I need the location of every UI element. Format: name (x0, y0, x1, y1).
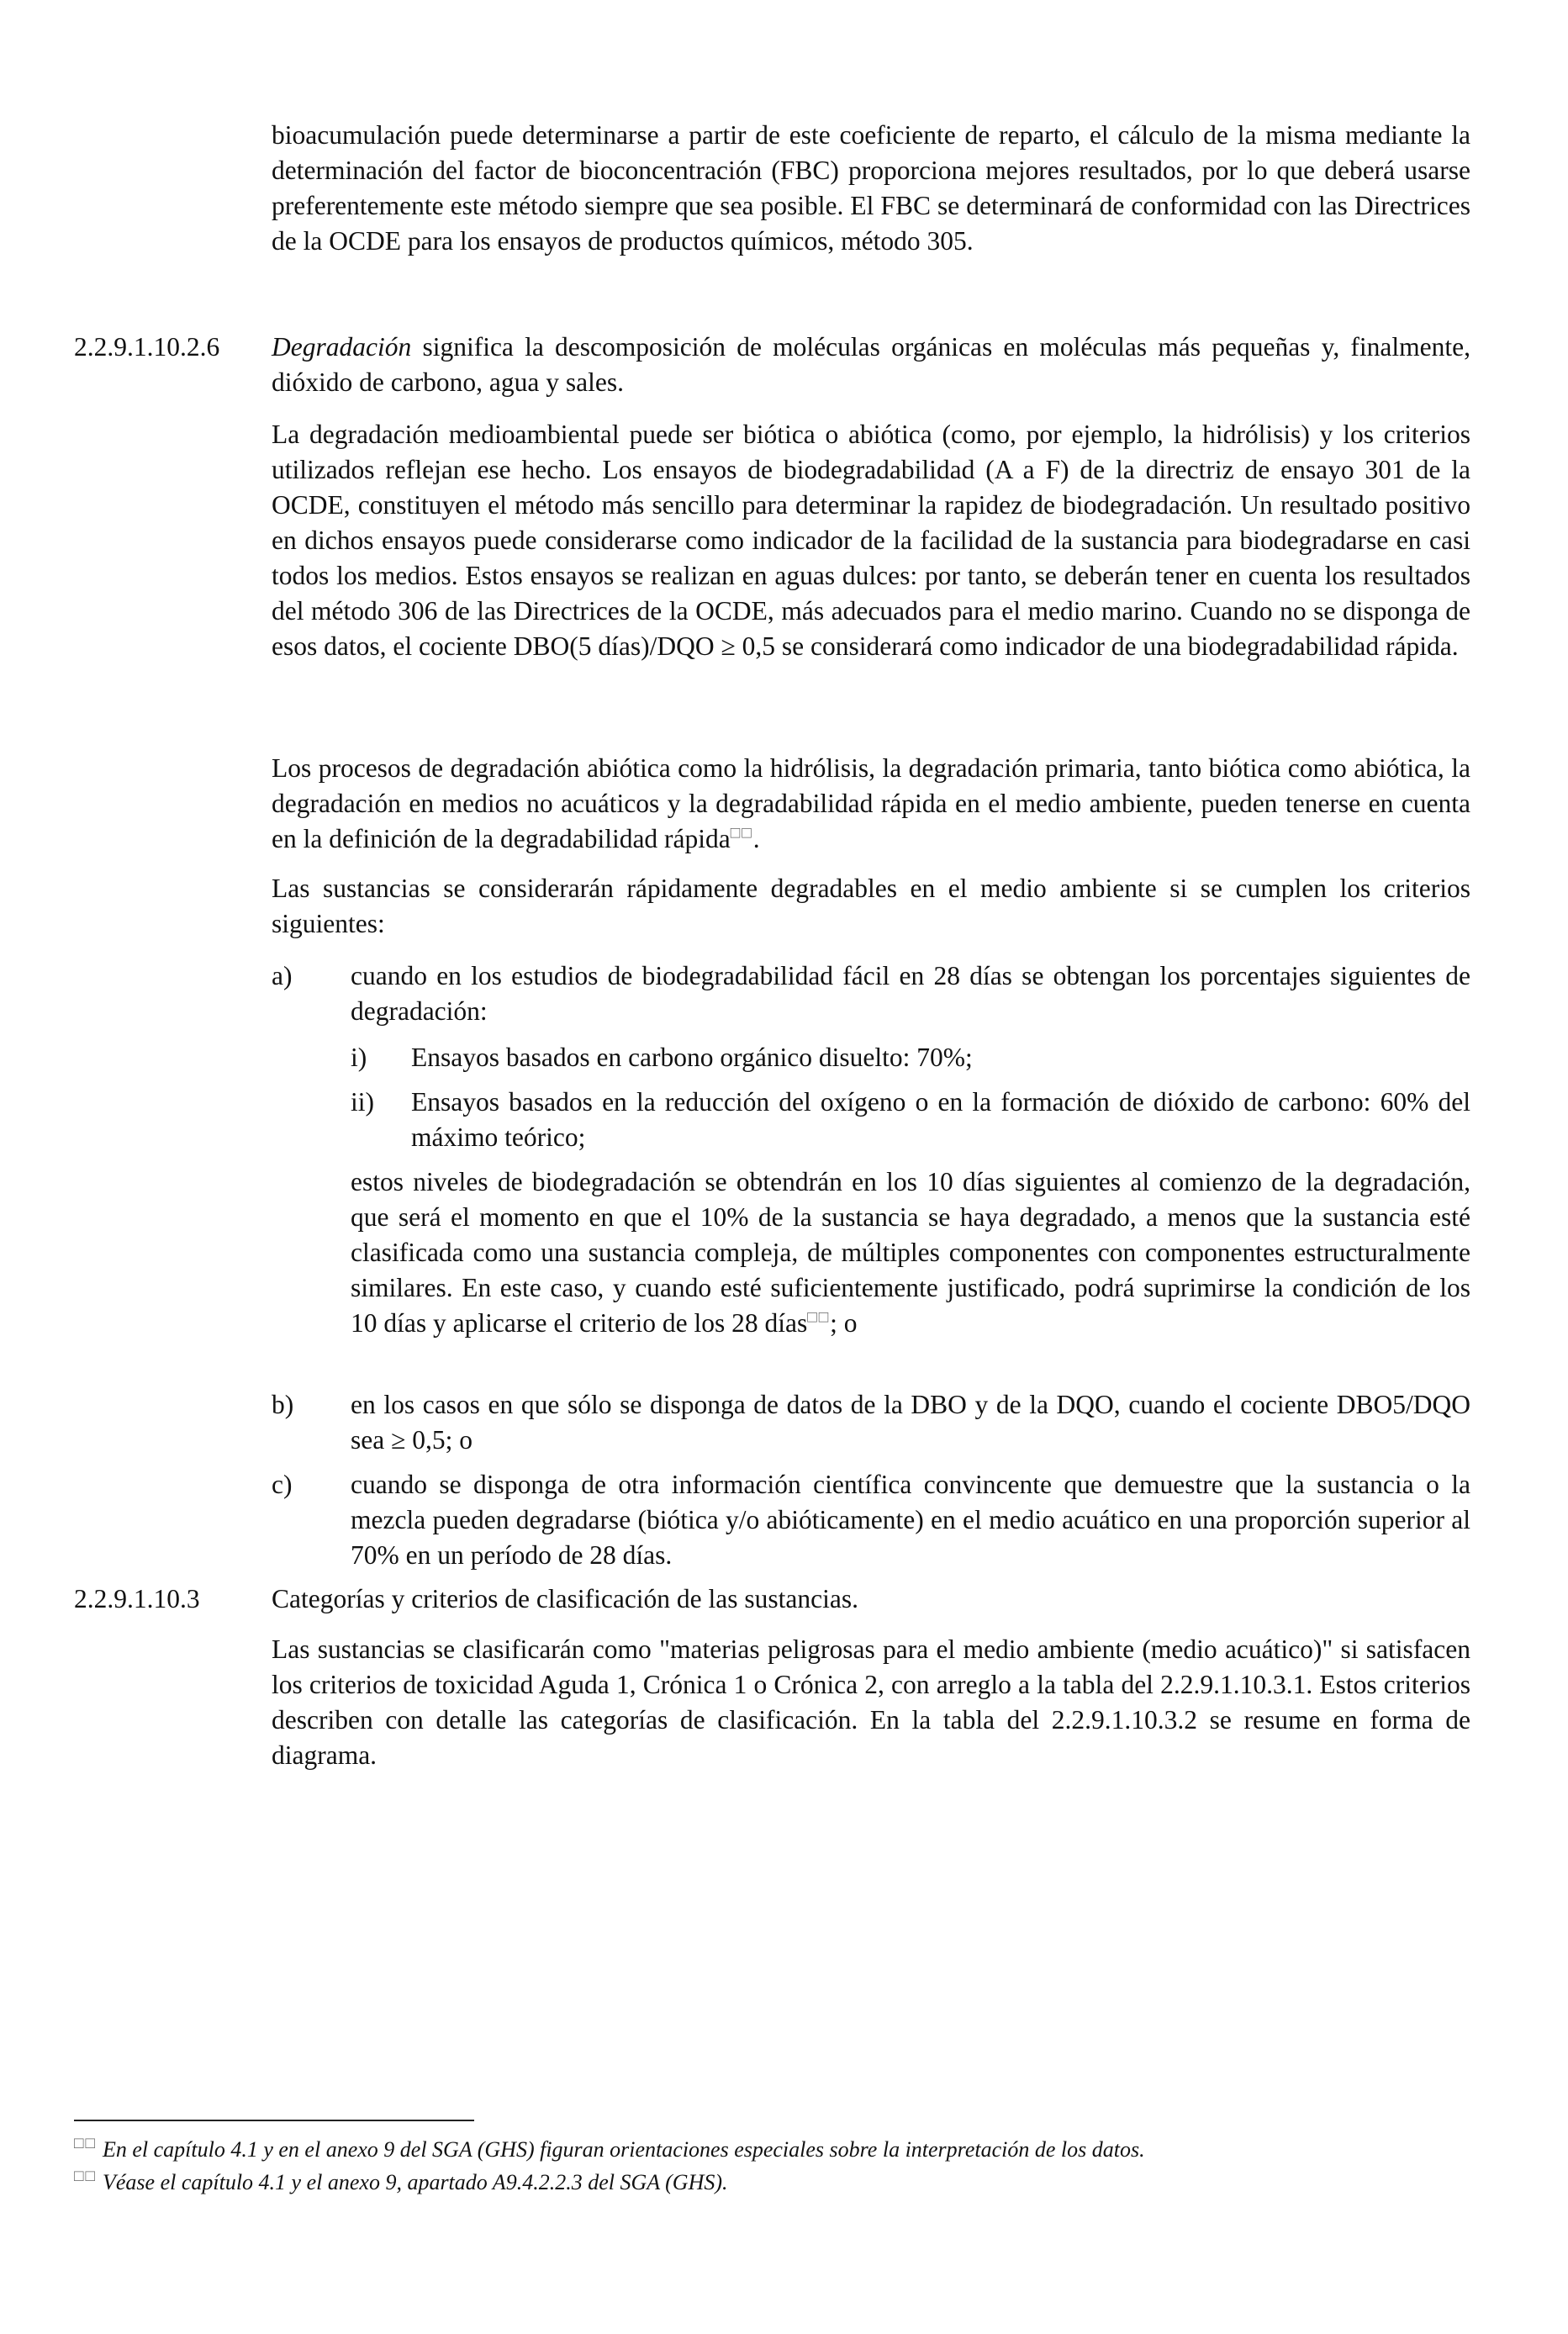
footnote-1: □□ En el capítulo 4.1 y en el anexo 9 del SGA (GHS) figuran orientaciones especiales sobre la interpretación de los datos. (74, 2135, 1145, 2162)
list-item-i: Ensayos basados en carbono orgánico disuelto: 70%; (411, 1043, 973, 1072)
list-item-a-continuation (351, 1164, 1470, 1341)
list-item-b: en los casos en que sólo se disponga de datos de la DBO y de la DQO, cuando el cociente DBO5/DQO sea ≥ 0,5; o (351, 1390, 1470, 1455)
degradation-definition (272, 330, 1470, 400)
list-label-ii: ii) (351, 1087, 374, 1117)
list-item-a: cuando en los estudios de biodegradabilidad fácil en 28 días se obtengan los porcentajes siguientes de degradación: (351, 961, 1470, 1026)
section-number-2-2-9-1-10-3: 2.2.9.1.10.3 (74, 1584, 200, 1613)
list-label-c: c) (272, 1470, 293, 1499)
list-item-a-continuation-end: ; o (830, 1308, 858, 1338)
section-number-2-2-9-1-10-2-6: 2.2.9.1.10.2.6 (74, 332, 220, 362)
degradation-term: Degradación (272, 332, 412, 362)
list-label-a: a) (272, 961, 293, 990)
list-item-c: cuando se disponga de otra información científica convincente que demuestre que la sustancia o la mezcla pueden degradarse (biótica y/o abióticamente) en el medio acuático en una proporción superior al 70% en un período de 28 días. (351, 1470, 1470, 1570)
list-item-ii: Ensayos basados en la reducción del oxígeno o en la formación de dióxido de carbono: 60% del máximo teórico; (411, 1087, 1470, 1152)
degradation-paragraph-3: Las sustancias se considerarán rápidamente degradables en el medio ambiente si se cumplen los criterios siguientes: (272, 874, 1470, 938)
classification-paragraph: Las sustancias se clasificarán como "materias peligrosas para el medio ambiente (medio acuático)" si satisfacen los criterios de toxicidad Aguda 1, Crónica 1 o Crónica 2, con arreglo a la tabla del 2.2.9.1.10.3.1. Estos criterios describen con detalle las categorías de clasificación. En la tabla del 2.2.9.1.10.3.2 se resume en forma de diagrama. (272, 1634, 1470, 1770)
footnote-1-text: En el capítulo 4.1 y en el anexo 9 del SGA (GHS) figuran orientaciones especiales sobre la interpretación de los datos. (103, 2137, 1145, 2162)
footnote-2-text: Véase el capítulo 4.1 y el anexo 9, apartado A9.4.2.2.3 del SGA (GHS). (103, 2170, 728, 2194)
footnote-ref-2: □□ (807, 1308, 831, 1327)
degradation-paragraph-1: La degradación medioambiental puede ser biótica o abiótica (como, por ejemplo, la hidrólisis) y los criterios utilizados reflejan ese hecho. Los ensayos de biodegradabilidad (A a F) de la directriz de ensayo 301 de la OCDE, constituyen el método más sencillo para determinar la rapidez de biodegradación. Un resultado positivo en dichos ensayos puede considerarse como indicador de la facilidad de la sustancia para biodegradarse en casi todos los medios. Estos ensayos se realizan en aguas dulces: por tanto, se deberán tener en cuenta los resultados del método 306 de las Directrices de la OCDE, más adecuados para el medio marino. Cuando no se disponga de esos datos, el cociente DBO(5 días)/DQO ≥ 0,5 se considerará como indicador de una biodegradabilidad rápida. (272, 420, 1470, 661)
footnote-ref-1: □□ (730, 824, 753, 842)
degradation-paragraph-2 (272, 751, 1470, 857)
intro-paragraph: bioacumulación puede determinarse a partir de este coeficiente de reparto, el cálculo de la misma mediante la determinación del factor de bioconcentración (FBC) proporciona mejores resultados, por lo que deberá usarse preferentemente este método siempre que sea posible. El FBC se determinará de conformidad con las Directrices de la OCDE para los ensayos de productos químicos, método 305. (272, 120, 1470, 256)
degradation-paragraph-2-period: . (752, 824, 760, 853)
list-item-a-continuation-text: estos niveles de biodegradación se obtendrán en los 10 días siguientes al comienzo de la degradación, que será el momento en que el 10% de la sustancia se haya degradado, a menos que la sustancia esté clasificada como una sustancia compleja, de múltiples componentes con componentes estructuralmente similares. En este caso, y cuando esté suficientemente justificado, podrá suprimirse la condición de los 10 días y aplicarse el criterio de los 28 días (351, 1167, 1470, 1338)
footnote-2: □□ Véase el capítulo 4.1 y el anexo 9, apartado A9.4.2.2.3 del SGA (GHS). (74, 2168, 728, 2194)
list-label-b: b) (272, 1390, 294, 1419)
degradation-paragraph-2-text: Los procesos de degradación abiótica como la hidrólisis, la degradación primaria, tanto biótica como abiótica, la degradación en medios no acuáticos y la degradabilidad rápida en el medio ambiente, pueden tenerse en cuenta en la definición de la degradabilidad rápida (272, 753, 1470, 853)
footnote-separator (74, 2120, 474, 2121)
degradation-definition-text: significa la descomposición de moléculas orgánicas en moléculas más pequeñas y, finalmente, dióxido de carbono, agua y sales. (272, 332, 1470, 397)
section-title-2-2-9-1-10-3: Categorías y criterios de clasificación de las sustancias. (272, 1584, 858, 1613)
list-label-i: i) (351, 1043, 367, 1072)
